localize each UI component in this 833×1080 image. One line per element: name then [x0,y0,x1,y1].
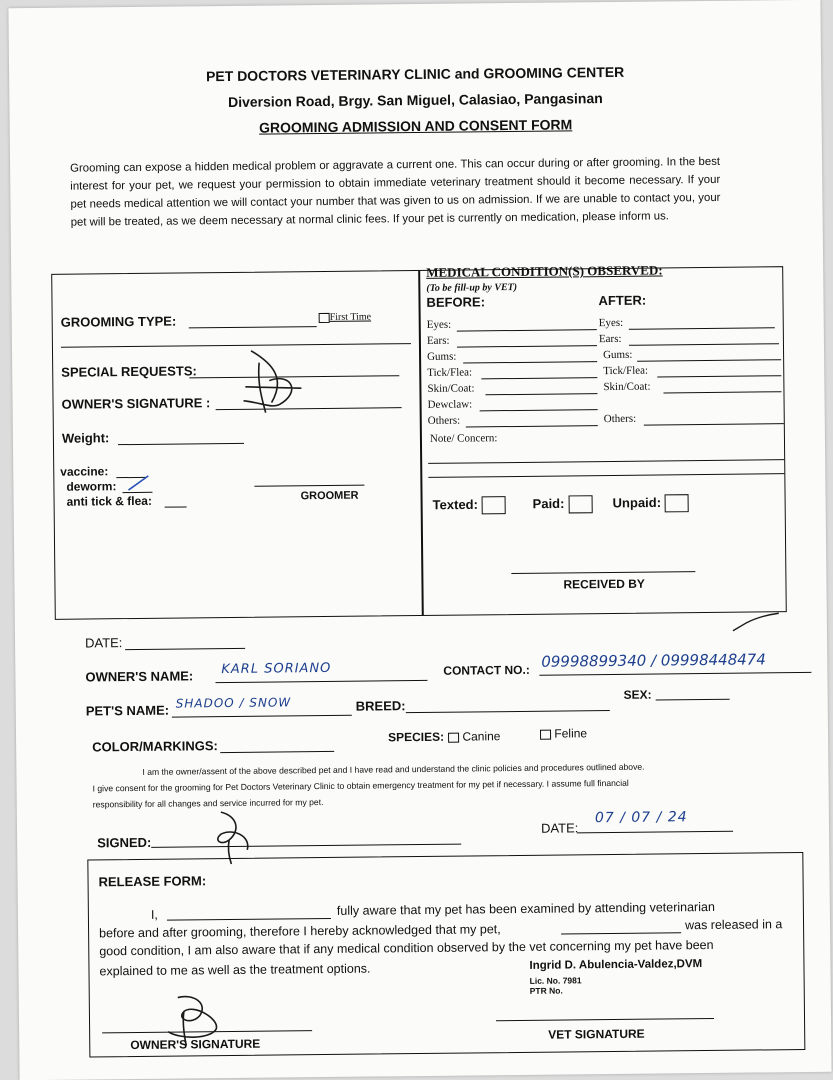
before-others: Others: [427,414,461,427]
before-skin: Skin/Coat: [427,382,475,395]
before-tick-field[interactable] [481,377,597,379]
intro-paragraph: Grooming can expose a hidden medical problem or aggravate a current one. This can occur during or after grooming. In the best interest for your pet, we request your permission to obtain immediate veterinary treatment should it become necessary. If your pet needs medical attention we will contact your number that was given to us on admission. If we are unable to contact you, your pet will be treated, as we deem necessary at normal clinic fees. If your pet is currently on medication, please inform us. [70,155,721,229]
after-eyes: Eyes: [598,316,624,330]
color-markings-field[interactable] [220,751,334,753]
color-markings-label: COLOR/MARKINGS: [92,738,218,755]
owner-signature-scribble [231,342,322,423]
groomer-signature-field[interactable] [254,485,364,487]
date-field[interactable] [125,648,245,650]
before-tick: Tick/Flea: [427,366,473,379]
before-ears-field[interactable] [457,345,597,347]
first-time-option[interactable]: First Time [319,312,372,324]
owner-name-label: OWNER'S NAME: [85,668,194,685]
pet-name-value: SHADOO / SNOW [175,695,292,711]
consent-date-label: DATE: [540,820,579,836]
signed-label: SIGNED: [97,834,152,851]
before-others-field[interactable] [466,425,598,427]
after-others: Others: [603,412,637,426]
feline-checkbox[interactable] [540,729,551,739]
deworm-check-mark [126,474,152,494]
contact-field[interactable] [539,672,811,676]
after-tick-field[interactable] [657,375,781,377]
grooming-type-field[interactable] [189,326,317,328]
unpaid-option[interactable]: Unpaid: [613,494,690,513]
after-skin: Skin/Coat: [603,380,651,394]
after-gums-field[interactable] [637,359,781,362]
consent-line-1: I am the owner/assent of the above described pet and I have read and understand the clinic policies and procedures outlined above. [142,761,645,777]
release-line-2a: before and after grooming, therefore I hereby acknowledged that my pet, [99,922,501,941]
breed-field[interactable] [406,710,610,713]
weight-label: Weight: [61,430,110,446]
release-title: RELEASE FORM: [98,873,207,890]
note-concern-label: Note/ Concern: [429,432,498,445]
pet-name-label: PET'S NAME: [85,702,170,719]
received-by-field[interactable] [511,571,695,574]
sex-label: SEX: [623,687,652,702]
first-time-checkbox[interactable] [319,313,330,323]
medical-title: MEDICAL CONDITION(S) OBSERVED: [426,262,663,280]
after-ears: Ears: [598,332,622,346]
before-dewclaw: Dewclaw: [427,398,473,411]
anti-tick-field[interactable] [165,506,187,507]
owner-signature-label: OWNER'S SIGNATURE : [61,395,211,412]
consent-line-2: I give consent for the grooming for Pet Doctors Veterinary Clinic to obtain emergency treatment for my pet if necessary. I assume full financial [92,777,629,794]
after-ears-field[interactable] [629,343,779,346]
after-others-field[interactable] [644,423,784,425]
date-label: DATE: [84,635,123,651]
vet-ptr: PTR No. [529,985,563,996]
after-eyes-field[interactable] [629,327,775,330]
release-owner-signature-label: OWNER'S SIGNATURE [130,1036,261,1053]
texted-checkbox[interactable] [482,496,506,514]
grooming-type-label: GROOMING TYPE: [60,313,177,330]
vet-name: Ingrid D. Abulencia-Valdez,DVM [529,958,703,972]
clinic-name: PET DOCTORS VETERINARY CLINIC and GROOMING CENTER [205,63,625,85]
release-line-2b: was released in a [684,917,783,933]
anti-tick-label: anti tick & flea: [66,493,153,509]
release-line-3: good condition, I am also aware that if any medical condition observed by the vet concerning my pet have been [99,937,714,959]
feline-option[interactable]: Feline [540,726,587,740]
received-by-label: RECEIVED BY [563,576,645,592]
form-title: GROOMING ADMISSION AND CONSENT FORM [258,116,573,136]
species-label: SPECIES: [387,729,445,745]
before-heading: BEFORE: [426,294,486,310]
vet-signature-field[interactable] [496,1018,714,1021]
weight-field[interactable] [118,443,244,445]
note-line-2[interactable] [428,473,784,478]
consent-date-field[interactable] [577,831,733,834]
breed-label: BREED: [355,698,406,714]
before-dewclaw-field[interactable] [480,409,598,411]
release-line-4: explained to me as well as the treatment options. [99,961,371,979]
paid-option[interactable]: Paid: [533,495,593,514]
grooming-medical-box [51,262,787,620]
release-owner-field[interactable] [167,918,331,921]
vet-signature-label: VET SIGNATURE [548,1026,645,1042]
unpaid-checkbox[interactable] [665,494,689,512]
clinic-address: Diversion Road, Brgy. San Miguel, Calasiao, Pangasinan [227,90,603,110]
form-page [8,0,831,1080]
contact-label: CONTACT NO.: [443,662,530,678]
after-heading: AFTER: [598,292,647,309]
release-signature-scribble [160,989,231,1050]
groomer-label: GROOMER [300,489,359,503]
check-mark [731,612,781,633]
before-gums: Gums: [427,350,457,363]
before-skin-field[interactable] [485,393,597,395]
release-pet-field[interactable] [561,932,681,934]
after-gums: Gums: [603,348,633,362]
pet-name-field[interactable] [172,715,352,718]
special-requests-label: SPECIAL REQUESTS: [61,363,197,380]
consent-date-value: 07 / 07 / 24 [594,809,688,827]
before-eyes-field[interactable] [457,329,597,331]
medical-subtitle: (To be fill-up by VET) [426,281,518,294]
owner-name-field[interactable] [215,680,427,683]
before-eyes: Eyes: [426,318,452,331]
consent-line-3: responsibility for all changes and service incurred for my pet. [92,797,324,810]
vet-license: Lic. No. 7981 [529,975,582,986]
sex-field[interactable] [656,699,730,701]
texted-option[interactable]: Texted: [433,496,506,515]
canine-option[interactable]: Canine [448,729,501,744]
deworm-label: deworm: [66,479,117,494]
vaccine-label: vaccine: [60,464,109,479]
before-gums-field[interactable] [463,361,597,363]
note-line-1[interactable] [428,459,784,464]
release-form-box [87,852,805,1057]
box-divider [418,271,423,615]
contact-value: 09998899340 / 09998448474 [541,650,766,671]
canine-checkbox[interactable] [448,732,459,742]
release-line-1a: I, [150,907,158,922]
after-tick: Tick/Flea: [603,364,649,378]
signed-field[interactable] [151,844,461,848]
release-line-1b: fully aware that my pet has been examined by attending veterinarian [336,899,715,918]
before-ears: Ears: [426,334,450,347]
paid-checkbox[interactable] [568,495,592,513]
after-skin-field[interactable] [663,391,781,393]
owner-name-value: KARL SORIANO [221,660,332,678]
